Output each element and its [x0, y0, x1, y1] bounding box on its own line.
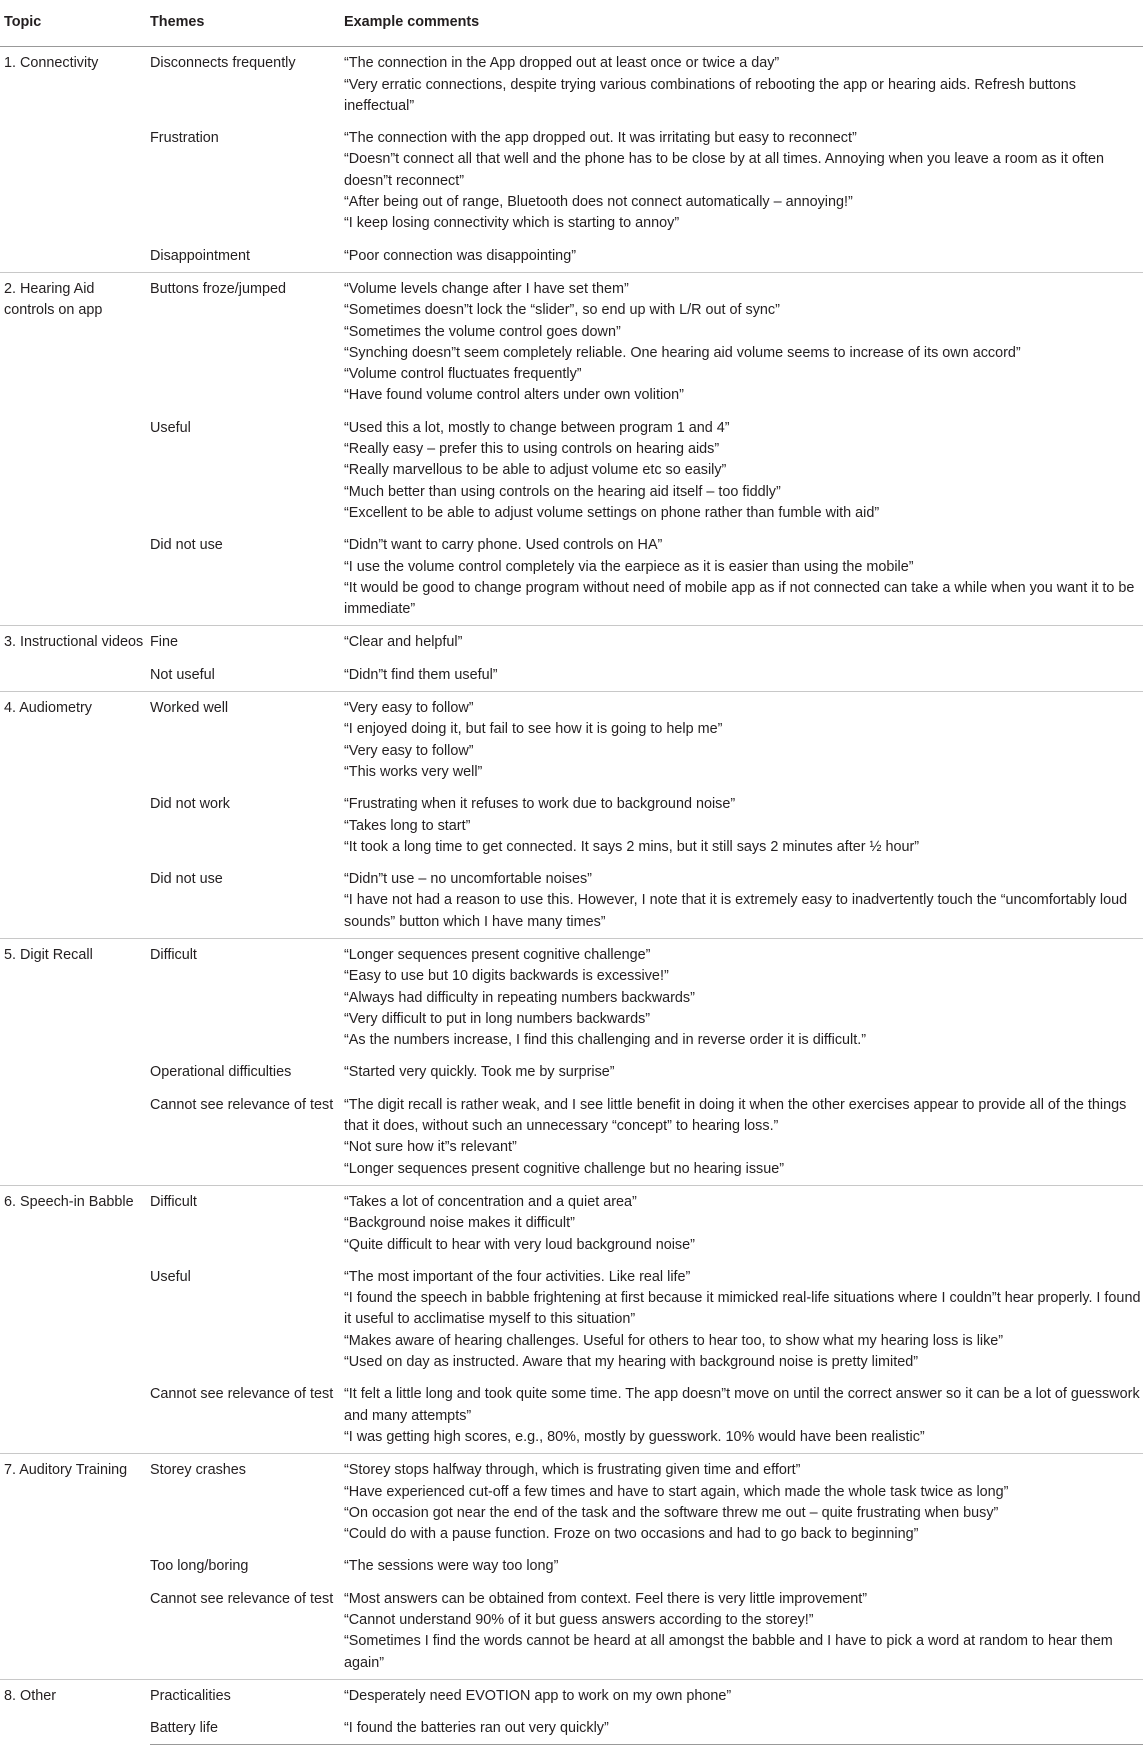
comment-text: “Longer sequences present cognitive challenge but no hearing issue”: [344, 1160, 785, 1177]
topic-cell: 2. Hearing Aid controls on app: [0, 272, 150, 625]
theme-cell: Frustration: [150, 130, 219, 147]
table-row: [0, 529, 1143, 626]
comments-cell: [344, 626, 1143, 659]
comment-text: “Takes a lot of concentration and a quiet area”: [344, 1193, 637, 1210]
theme-cell: Battery life: [150, 1712, 344, 1745]
table-body: [0, 47, 1143, 1745]
comment-text: “Background noise makes it difficult”: [344, 1215, 575, 1232]
comments-cell: [344, 240, 1143, 273]
comment-text: “Really easy – prefer this to using controls on hearing aids”: [344, 441, 720, 458]
theme-cell: Cannot see relevance of test: [150, 1096, 334, 1113]
topic-cell: 7. Auditory Training: [0, 1454, 150, 1680]
comments-cell: [344, 1089, 1143, 1186]
comments-cell: [344, 863, 1143, 938]
comment-text: “Longer sequences present cognitive challenge”: [344, 946, 651, 963]
comment-text: “The connection with the app dropped out. It was irritating but easy to reconnect”: [344, 130, 857, 147]
comment-text: “Sometimes the volume control goes down”: [344, 323, 621, 340]
comments-cell: [344, 122, 1143, 239]
header-row: [0, 8, 1143, 47]
comment-text: “Synching doesn”t seem completely reliable. One hearing aid volume seems to increase of its own accord”: [344, 344, 1021, 361]
comment-text: “Doesn”t connect all that well and the phone has to be close by at all times. Annoying when you leave a room as it often doesn”t reconnect”: [344, 151, 1104, 189]
comment-text: “Clear and helpful”: [344, 634, 463, 651]
comments-cell: [344, 412, 1143, 529]
comment-text: “The digit recall is rather weak, and I see little benefit in doing it when the other exercises appear to provide all of the things that it does, without such an unnecessary “concept” to hearing loss.”: [344, 1096, 1127, 1135]
comment-text: “Really marvellous to be able to adjust volume etc so easily”: [344, 462, 727, 479]
comment-text: “Excellent to be able to adjust volume settings on phone rather than fumble with aid”: [344, 504, 880, 521]
topic-cell: 8. Other: [0, 1679, 150, 1745]
comments-cell: [344, 659, 1143, 692]
table-row: [0, 122, 1143, 239]
comments-cell: [344, 938, 1143, 1056]
comment-text: “Could do with a pause function. Froze on two occasions and had to go back to beginning”: [344, 1526, 919, 1543]
comment-text: “It felt a little long and took quite some time. The app doesn”t move on until the correct answer so it can be a lot of guesswork and many attempts”: [344, 1386, 1140, 1424]
table-row: [0, 1712, 1143, 1745]
header-example-comments: Example comments: [344, 8, 1143, 47]
topic-cell: 1. Connectivity: [4, 55, 99, 72]
theme-cell: Cannot see relevance of test: [150, 1590, 334, 1607]
comment-text: “Takes long to start”: [344, 817, 471, 834]
comment-text: “Not sure how it”s relevant”: [344, 1139, 517, 1156]
comment-text: “I found the speech in babble frightening at first because it mimicked real-life situations where I couldn”t hear properly. I found it useful to acclimatise myself to this situation”: [344, 1290, 1141, 1328]
table-row: [0, 47, 1143, 122]
comments-cell: [344, 1712, 1143, 1745]
comment-text: “Didn”t find them useful”: [344, 666, 498, 683]
comment-text: “I found the batteries ran out very quickly”: [344, 1720, 609, 1737]
comment-text: “Poor connection was disappointing”: [344, 247, 576, 264]
table-row: [0, 1454, 1143, 1551]
topic-cell: 5. Digit Recall: [0, 938, 150, 1185]
comment-text: “I was getting high scores, e.g., 80%, mostly by guesswork. 10% would have been realistic”: [344, 1428, 925, 1445]
comment-text: “I use the volume control completely via the earpiece as it is easier than using the mobile”: [344, 558, 914, 575]
comment-text: “Very erratic connections, despite trying various combinations of rebooting the app or hearing aids. Refresh buttons ineffectual”: [344, 76, 1076, 114]
header-themes: Themes: [150, 8, 344, 47]
theme-cell: Practicalities: [150, 1679, 344, 1712]
theme-cell: Worked well: [150, 692, 344, 789]
table-row: [0, 1550, 1143, 1582]
comment-text: “Used this a lot, mostly to change between program 1 and 4”: [344, 419, 730, 436]
table-row: [0, 1261, 1143, 1378]
header-topic: Topic: [0, 8, 150, 47]
comments-cell: [344, 47, 1143, 122]
comments-table: [0, 8, 1143, 1745]
comment-text: “Always had difficulty in repeating numbers backwards”: [344, 989, 695, 1006]
comment-text: “I have not had a reason to use this. However, I note that it is extremely easy to inadvertently touch the “uncomfortably loud sounds” button which I have many times”: [344, 892, 1128, 930]
table-row: [0, 240, 1143, 273]
table-row: [0, 788, 1143, 863]
table-row: [0, 692, 1143, 789]
comments-cell: [344, 529, 1143, 626]
comments-cell: [344, 1454, 1143, 1551]
comments-cell: [344, 1056, 1143, 1088]
topic-cell: 4. Audiometry: [0, 692, 150, 939]
comment-text: “Didn”t use – no uncomfortable noises”: [344, 871, 592, 888]
table-row: [0, 1089, 1143, 1186]
theme-cell: Not useful: [150, 666, 215, 683]
comment-text: “The most important of the four activities. Like real life”: [344, 1268, 691, 1285]
comment-text: “Very easy to follow”: [344, 700, 474, 717]
theme-cell: Did not use: [150, 537, 223, 554]
comment-text: “Makes aware of hearing challenges. Useful for others to hear too, to show what my hearing loss is like”: [344, 1332, 1004, 1349]
table-row: [0, 412, 1143, 529]
table-row: [0, 659, 1143, 692]
comment-text: “Started very quickly. Took me by surprise”: [344, 1064, 615, 1081]
theme-cell: Did not use: [150, 871, 223, 888]
comment-text: “Sometimes doesn”t lock the “slider”, so end up with L/R out of sync”: [344, 302, 780, 319]
comments-cell: [344, 1261, 1143, 1378]
theme-cell: Difficult: [150, 1185, 344, 1260]
comment-text: “After being out of range, Bluetooth does not connect automatically – annoying!”: [344, 194, 853, 211]
table-row: [0, 938, 1143, 1056]
comment-text: “The connection in the App dropped out at least once or twice a day”: [344, 55, 780, 72]
comment-text: “Sometimes I find the words cannot be heard at all amongst the babble and I have to pick a word at random to hear them again”: [344, 1633, 1113, 1671]
comment-text: “Didn”t want to carry phone. Used controls on HA”: [344, 537, 663, 554]
theme-cell: Cannot see relevance of test: [150, 1386, 334, 1403]
comments-cell: [344, 1378, 1143, 1453]
table-row: [0, 1185, 1143, 1260]
table-row: [0, 1378, 1143, 1453]
comment-text: “Volume levels change after I have set them”: [344, 280, 629, 297]
table-row: [0, 626, 1143, 659]
table-row: [0, 272, 1143, 411]
comment-text: “It would be good to change program without need of mobile app as if not connected can take a while when you want it to be immediate”: [344, 579, 1135, 618]
comments-cell: [344, 1550, 1143, 1582]
comment-text: “Quite difficult to hear with very loud background noise”: [344, 1236, 695, 1253]
comments-cell: [344, 692, 1143, 789]
table-row: [0, 1679, 1143, 1712]
comment-text: “Very difficult to put in long numbers backwards”: [344, 1010, 651, 1027]
comment-text: “On occasion got near the end of the task and the software threw me out – quite frustrating when busy”: [344, 1504, 999, 1521]
comment-text: “Storey stops halfway through, which is frustrating given time and effort”: [344, 1462, 801, 1479]
comments-cell: [344, 1185, 1143, 1260]
theme-cell: Disappointment: [150, 247, 250, 264]
comment-text: “Volume control fluctuates frequently”: [344, 366, 582, 383]
theme-cell: Difficult: [150, 938, 344, 1056]
comment-text: “Most answers can be obtained from context. Feel there is very little improvement”: [344, 1590, 868, 1607]
comments-cell: [344, 272, 1143, 411]
theme-cell: Fine: [150, 626, 344, 659]
theme-cell: Disconnects frequently: [150, 55, 296, 72]
comment-text: “This works very well”: [344, 763, 483, 780]
comments-cell: [344, 1679, 1143, 1712]
comments-cell: [344, 788, 1143, 863]
comment-text: “It took a long time to get connected. It says 2 mins, but it still says 2 minutes after ½ hour”: [344, 838, 920, 855]
theme-cell: Useful: [150, 419, 191, 436]
comment-text: “The sessions were way too long”: [344, 1558, 559, 1575]
comment-text: “Desperately need EVOTION app to work on my own phone”: [344, 1687, 732, 1704]
theme-cell: Too long/boring: [150, 1558, 249, 1575]
comment-text: “Very easy to follow”: [344, 742, 474, 759]
topic-cell: 3. Instructional videos: [0, 626, 150, 692]
comment-text: “I keep losing connectivity which is starting to annoy”: [344, 215, 680, 232]
comment-text: “Frustrating when it refuses to work due to background noise”: [344, 796, 736, 813]
theme-cell: Did not work: [150, 796, 230, 813]
theme-cell: Operational difficulties: [150, 1064, 292, 1081]
topic-cell: 6. Speech-in Babble: [0, 1185, 150, 1453]
theme-cell: Buttons froze/jumped: [150, 272, 344, 411]
comment-text: “Much better than using controls on the hearing aid itself – too fiddly”: [344, 483, 781, 500]
table-row: [0, 1056, 1143, 1088]
theme-cell: Useful: [150, 1268, 191, 1285]
theme-cell: Storey crashes: [150, 1454, 344, 1551]
table-row: [0, 1583, 1143, 1680]
comment-text: “Have found volume control alters under own volition”: [344, 387, 684, 404]
comment-text: “Easy to use but 10 digits backwards is excessive!”: [344, 968, 669, 985]
comment-text: “As the numbers increase, I find this challenging and in reverse order it is difficult.”: [344, 1032, 867, 1049]
comment-text: “Cannot understand 90% of it but guess answers according to the storey!”: [344, 1612, 814, 1628]
table-row: [0, 863, 1143, 938]
comments-cell: [344, 1583, 1143, 1680]
comment-text: “Have experienced cut-off a few times and have to start again, which made the whole task twice as long”: [344, 1483, 1009, 1500]
comment-text: “I enjoyed doing it, but fail to see how it is going to help me”: [344, 721, 723, 738]
comment-text: “Used on day as instructed. Aware that my hearing with background noise is pretty limited”: [344, 1354, 919, 1371]
